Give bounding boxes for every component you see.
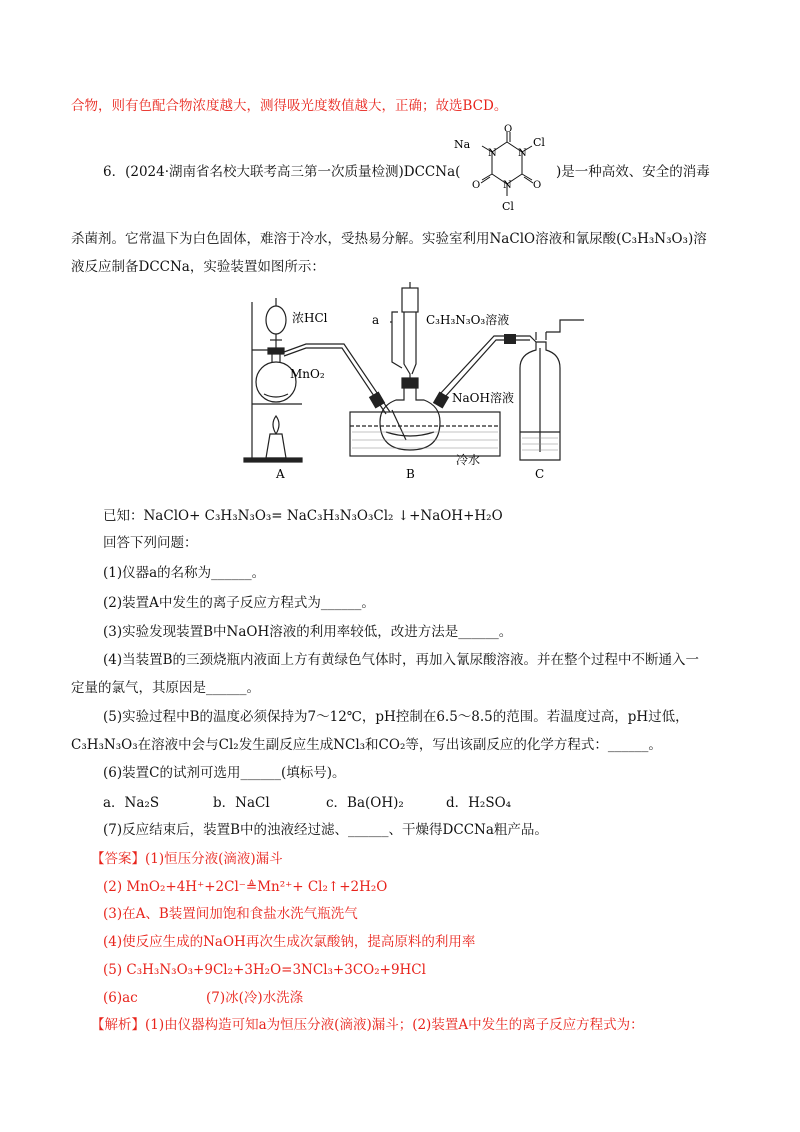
answer-4: (4)使反应生成的NaOH再次生成次氯酸钠，提高原料的利用率 [103,934,476,950]
label-mno2: MnO₂ [290,367,325,381]
question-6-line3: 液反应制备DCCNa，实验装置如图所示： [71,259,325,275]
answer-5: (5) C₃H₃N₃O₃+9Cl₂+3H₂O=3NCl₃+3CO₂+9HCl [103,962,426,978]
continuation-line: 合物，则有色配合物浓度越大，测得吸光度数值越大，正确；故选BCD。 [71,98,508,114]
option-a: a．Na₂S [103,795,160,811]
answer-tag: 【答案】 [91,851,145,867]
analysis-tag: 【解析】 [91,1017,145,1033]
question-6-lead: 6．(2024·湖南省名校大联考高三第一次质量检测)DCCNa( [103,164,461,180]
mol-n2: N [518,148,527,159]
analysis [91,1015,644,1035]
mol-o1: O [504,124,513,135]
label-apparatus-a: A [276,467,285,481]
mol-o2: O [533,180,542,191]
mol-cl1: Cl [533,136,545,149]
label-cyanuric-acid: C₃H₃N₃O₃溶液 [426,313,510,327]
question-7: (7)反应结束后，装置B中的浊液经过滤、______、干燥得DCCNa粗产品。 [103,822,548,838]
mol-o3: O [472,180,481,191]
question-6-prompt: (6)装置C的试剂可选用______(填标号)。 [103,765,346,781]
option-c: c．Ba(OH)₂ [326,795,404,811]
answer-1-text: (1)恒压分液(滴液)漏斗 [145,851,283,867]
answer-1 [91,849,283,869]
mol-na: Na [454,138,471,151]
mol-cl2: Cl [502,200,514,212]
answer-7: (7)冰(冷)水洗涤 [206,990,304,1006]
question-6-lead-after: )是一种高效、安全的消毒 [556,164,710,180]
option-b: b．NaCl [213,795,270,811]
analysis-text: (1)由仪器构造可知a为恒压分液(滴液)漏斗；(2)装置A中发生的离子反应方程式为： [145,1017,644,1033]
answer-3: (3)在A、B装置间加饱和食盐水洗气瓶洗气 [103,906,358,922]
answer-2: (2) MnO₂+4H⁺+2Cl⁻≜Mn²⁺+ Cl₂↑+2H₂O [103,879,388,895]
question-3: (3)实验发现装置B中NaOH溶液的利用率较低，改进方法是______。 [103,624,513,640]
mol-n3: N [503,180,512,191]
answer-prompt: 回答下列问题： [103,535,198,551]
label-instrument-a: a [372,313,380,327]
question-6-line2: 杀菌剂。它常温下为白色固体，难溶于冷水，受热易分解。实验室利用NaClO溶液和氰尿酸(C₃H₃N₃O₃)溶 [71,231,707,247]
dccna-structure [452,122,556,212]
known-reaction: 已知：NaClO+ C₃H₃N₃O₃= NaC₃H₃N₃O₃Cl₂ ↓+NaOH+H₂O [103,508,503,524]
label-cold-water: 冷水 [456,453,481,467]
label-apparatus-b: B [406,467,415,481]
question-4-line1: (4)当装置B的三颈烧瓶内液面上方有黄绿色气体时，再加入氰尿酸溶液。并在整个过程中不断通入一 [103,652,700,668]
option-d: d．H₂SO₄ [446,795,512,811]
question-4-line2: 定量的氯气，其原因是______。 [71,680,260,696]
label-apparatus-c: C [535,467,545,481]
label-naoh: NaOH溶液 [452,391,514,405]
question-5-line1: (5)实验过程中B的温度必须保持为7～12℃，pH控制在6.5～8.5的范围。若温度过高，pH过低， [103,709,689,725]
question-5-line2: C₃H₃N₃O₃在溶液中会与Cl₂发生副反应生成NCl₃和CO₂等，写出该副反应的化学方程式：______。 [71,737,662,753]
apparatus-diagram [240,282,590,482]
mol-n1: N [488,148,497,159]
question-1: (1)仪器a的名称为______。 [103,565,266,581]
answer-6: (6)ac [103,990,138,1006]
label-conc-hcl: 浓HCl [292,311,328,325]
question-2: (2)装置A中发生的离子反应方程式为______。 [103,595,375,611]
